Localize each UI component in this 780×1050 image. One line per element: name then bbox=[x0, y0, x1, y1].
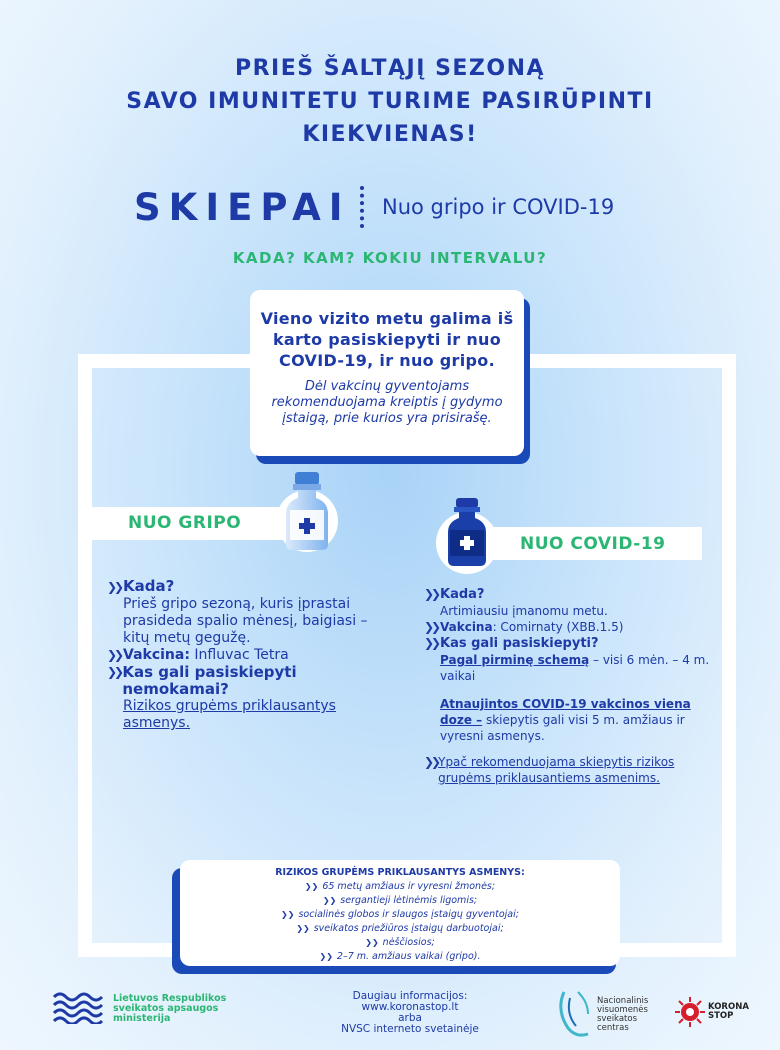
headline-line-1: PRIEŠ ŠALTĄJĮ SEZONĄ bbox=[234, 56, 546, 81]
footer-info bbox=[300, 991, 520, 1035]
risk-item: 65 metų amžiaus ir vyresni žmonės; bbox=[322, 881, 496, 892]
chevron-icon: ❯❯ bbox=[424, 587, 439, 601]
covid-kas-head: Kas gali pasiskiepyti? bbox=[440, 636, 599, 651]
info-box bbox=[250, 290, 524, 456]
chevron-icon: ❯❯ bbox=[365, 938, 379, 947]
headline bbox=[0, 52, 780, 151]
questions-line: KADA? KAM? KOKIU INTERVALU? bbox=[232, 249, 548, 267]
ministry-name bbox=[113, 994, 226, 1024]
covid-atnaujintos-text: skiepytis gali visi 5 m. amžiaus ir vyresni asmenys. bbox=[440, 713, 685, 743]
footer-info-line: arba bbox=[398, 1012, 422, 1024]
chevron-icon: ❯❯ bbox=[319, 952, 333, 961]
footer-nvsc-link[interactable]: NVSC interneto svetainėje bbox=[341, 1023, 479, 1035]
covid-vakcina-value: : Comirnaty (XBB.1.5) bbox=[492, 620, 624, 634]
chevron-icon: ❯❯ bbox=[424, 755, 439, 769]
risk-item: sergantieji lėtinėmis ligomis; bbox=[340, 895, 478, 906]
headline-line-3: KIEKVIENAS! bbox=[302, 122, 478, 147]
info-main-text: Vieno vizito metu galima iš karto pasiskiepyti ir nuo COVID-19, ir nuo gripo. bbox=[260, 309, 514, 370]
covid-kada-head: Kada? bbox=[440, 587, 485, 602]
korona-line: STOP bbox=[708, 1011, 734, 1021]
chevron-icon: ❯❯ bbox=[424, 620, 439, 634]
ministry-line: ministerija bbox=[113, 1013, 171, 1024]
nvsc-line: centras bbox=[597, 1023, 629, 1033]
gripo-kada-head: Kada? bbox=[123, 577, 175, 595]
dotted-divider bbox=[360, 186, 364, 228]
covid-kada-text: Artimiausiu įmanomu metu. bbox=[440, 604, 608, 618]
nvsc-logo-icon bbox=[556, 988, 594, 1038]
gripo-vakcina-value: Influvac Tetra bbox=[189, 647, 289, 663]
chevron-icon: ❯❯ bbox=[322, 896, 337, 905]
gripo-label: NUO GRIPO bbox=[128, 513, 242, 533]
risk-box-title: RIZIKOS GRUPĖMS PRIKLAUSANTYS ASMENYS: bbox=[275, 867, 525, 878]
gripo-kas-head: Kas gali pasiskiepyti nemokamai? bbox=[122, 663, 297, 698]
subtitle: Nuo gripo ir COVID-19 bbox=[382, 195, 615, 219]
footer-info-line: Daugiau informacijos: bbox=[352, 990, 468, 1002]
chevron-icon: ❯❯ bbox=[107, 648, 122, 662]
korona-stop-logo-icon bbox=[674, 996, 706, 1028]
skiepai-title: SKIEPAI bbox=[134, 186, 351, 229]
covid-vakcina-label: Vakcina bbox=[440, 620, 493, 634]
vaccine-vial-icon bbox=[282, 470, 332, 554]
gripo-kas-link[interactable]: Rizikos grupėms priklausantys asmenys. bbox=[123, 698, 336, 731]
chevron-icon: ❯❯ bbox=[424, 636, 439, 650]
risk-box bbox=[180, 860, 620, 966]
chevron-icon: ❯❯ bbox=[304, 882, 319, 891]
nvsc-line: Nacionalinis bbox=[597, 996, 649, 1006]
ministry-line: sveikatos apsaugos bbox=[113, 1003, 219, 1014]
covid-vaccine-vial-icon bbox=[444, 496, 490, 570]
nvsc-line: sveikatos bbox=[597, 1014, 637, 1024]
gripo-kada-text: Prieš gripo sezoną, kuris įprastai prasideda spalio mėnesį, baigiasi – kitų metų gegužę. bbox=[123, 596, 368, 646]
risk-item: sveikatos priežiūros įstaigų darbuotojai; bbox=[313, 923, 504, 934]
risk-item: nėščiosios; bbox=[382, 937, 435, 948]
covid-details bbox=[424, 586, 714, 786]
nvsc-name bbox=[597, 997, 648, 1033]
covid-label: NUO COVID-19 bbox=[520, 534, 666, 554]
nvsc-line: visuomenės bbox=[597, 1005, 648, 1015]
risk-item: socialinės globos ir slaugos įstaigų gyventojai; bbox=[298, 909, 519, 920]
risk-item: 2–7 m. amžiaus vaikai (gripo). bbox=[336, 951, 481, 962]
gripo-details bbox=[107, 578, 397, 732]
footer-website-link[interactable]: www.koronastop.lt bbox=[361, 1001, 459, 1013]
covid-atnaujintos-link[interactable]: Atnaujintos COVID-19 vakcinos viena doze – bbox=[440, 697, 691, 727]
covid-pirmine-link[interactable]: Pagal pirminę schemą bbox=[440, 653, 590, 667]
covid-pirmine-text: – visi 6 mėn. – 4 m. vaikai bbox=[440, 653, 710, 683]
covid-rekom-link[interactable]: Ypač rekomenduojama skiepytis rizikos grupėms priklausantiems asmenims. bbox=[438, 755, 675, 785]
ministry-line: Lietuvos Respublikos bbox=[113, 993, 227, 1004]
korona-line: KORONA bbox=[708, 1002, 749, 1012]
info-sub-text: Dėl vakcinų gyventojams rekomenduojama kreiptis į gydymo įstaigą, prie kurios yra prisirašę. bbox=[271, 379, 503, 426]
chevron-icon: ❯❯ bbox=[107, 580, 122, 594]
headline-line-2: SAVO IMUNITETU TURIME PASIRŪPINTI bbox=[126, 89, 654, 114]
korona-stop-name bbox=[708, 1003, 749, 1021]
gripo-vakcina-label: Vakcina: bbox=[123, 647, 190, 663]
chevron-icon: ❯❯ bbox=[107, 665, 122, 679]
chevron-icon: ❯❯ bbox=[296, 924, 310, 933]
ministry-logo-icon bbox=[52, 990, 108, 1024]
chevron-icon: ❯❯ bbox=[281, 910, 295, 919]
